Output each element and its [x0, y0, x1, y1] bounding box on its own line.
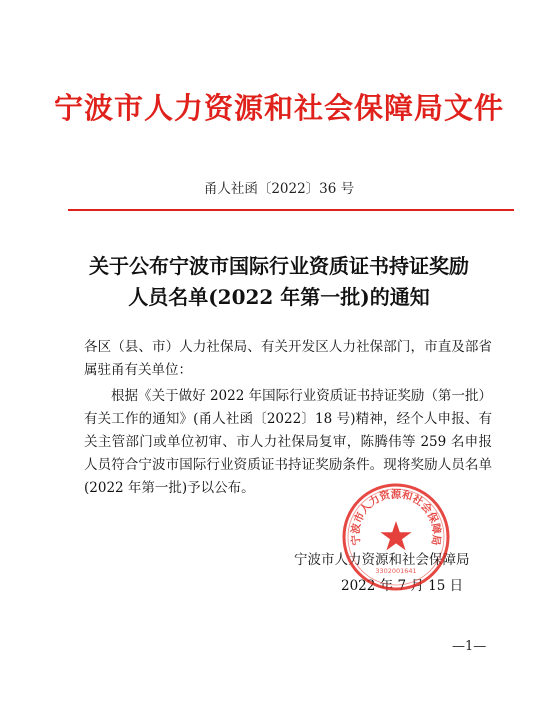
issuing-authority-header: 宁波市人力资源和社会保障局文件	[53, 91, 504, 125]
red-divider-line	[68, 209, 514, 211]
svg-text:宁波市人力资源和社会保障局: 宁波市人力资源和社会保障局	[349, 488, 443, 546]
notice-title-line-1: 关于公布宁波市国际行业资质证书持证奖励	[89, 254, 469, 278]
addressee-paragraph: 各区（县、市）人力社保局、有关开发区人力社保部门，市直及部省属驻甬有关单位：	[84, 339, 492, 378]
svg-text:3302001641: 3302001641	[375, 567, 417, 575]
document-number: 甬人社函〔2022〕36 号	[203, 181, 355, 197]
page-number: —1—	[452, 639, 487, 654]
notice-title	[40, 251, 518, 313]
issuer-signature: 宁波市人力资源和社会保障局	[294, 552, 470, 568]
body-paragraph: 根据《关于做好 2022 年国际行业资质证书持证奖励（第一批）有关工作的通知》(甬人社函〔2022〕18 号)精神，经个人申报、有关主管部门或单位初审、市人力社保局复审，陈腾伟等 259 名申报人员符合宁波市国际行业资质证书持证奖励条件。现将奖励人员名单(2022 年第一批)予以公布。	[84, 388, 492, 496]
notice-title-line-2: 人员名单(2022 年第一批)的通知	[128, 285, 430, 309]
issue-date: 2022 年 7 月 15 日	[341, 578, 464, 594]
